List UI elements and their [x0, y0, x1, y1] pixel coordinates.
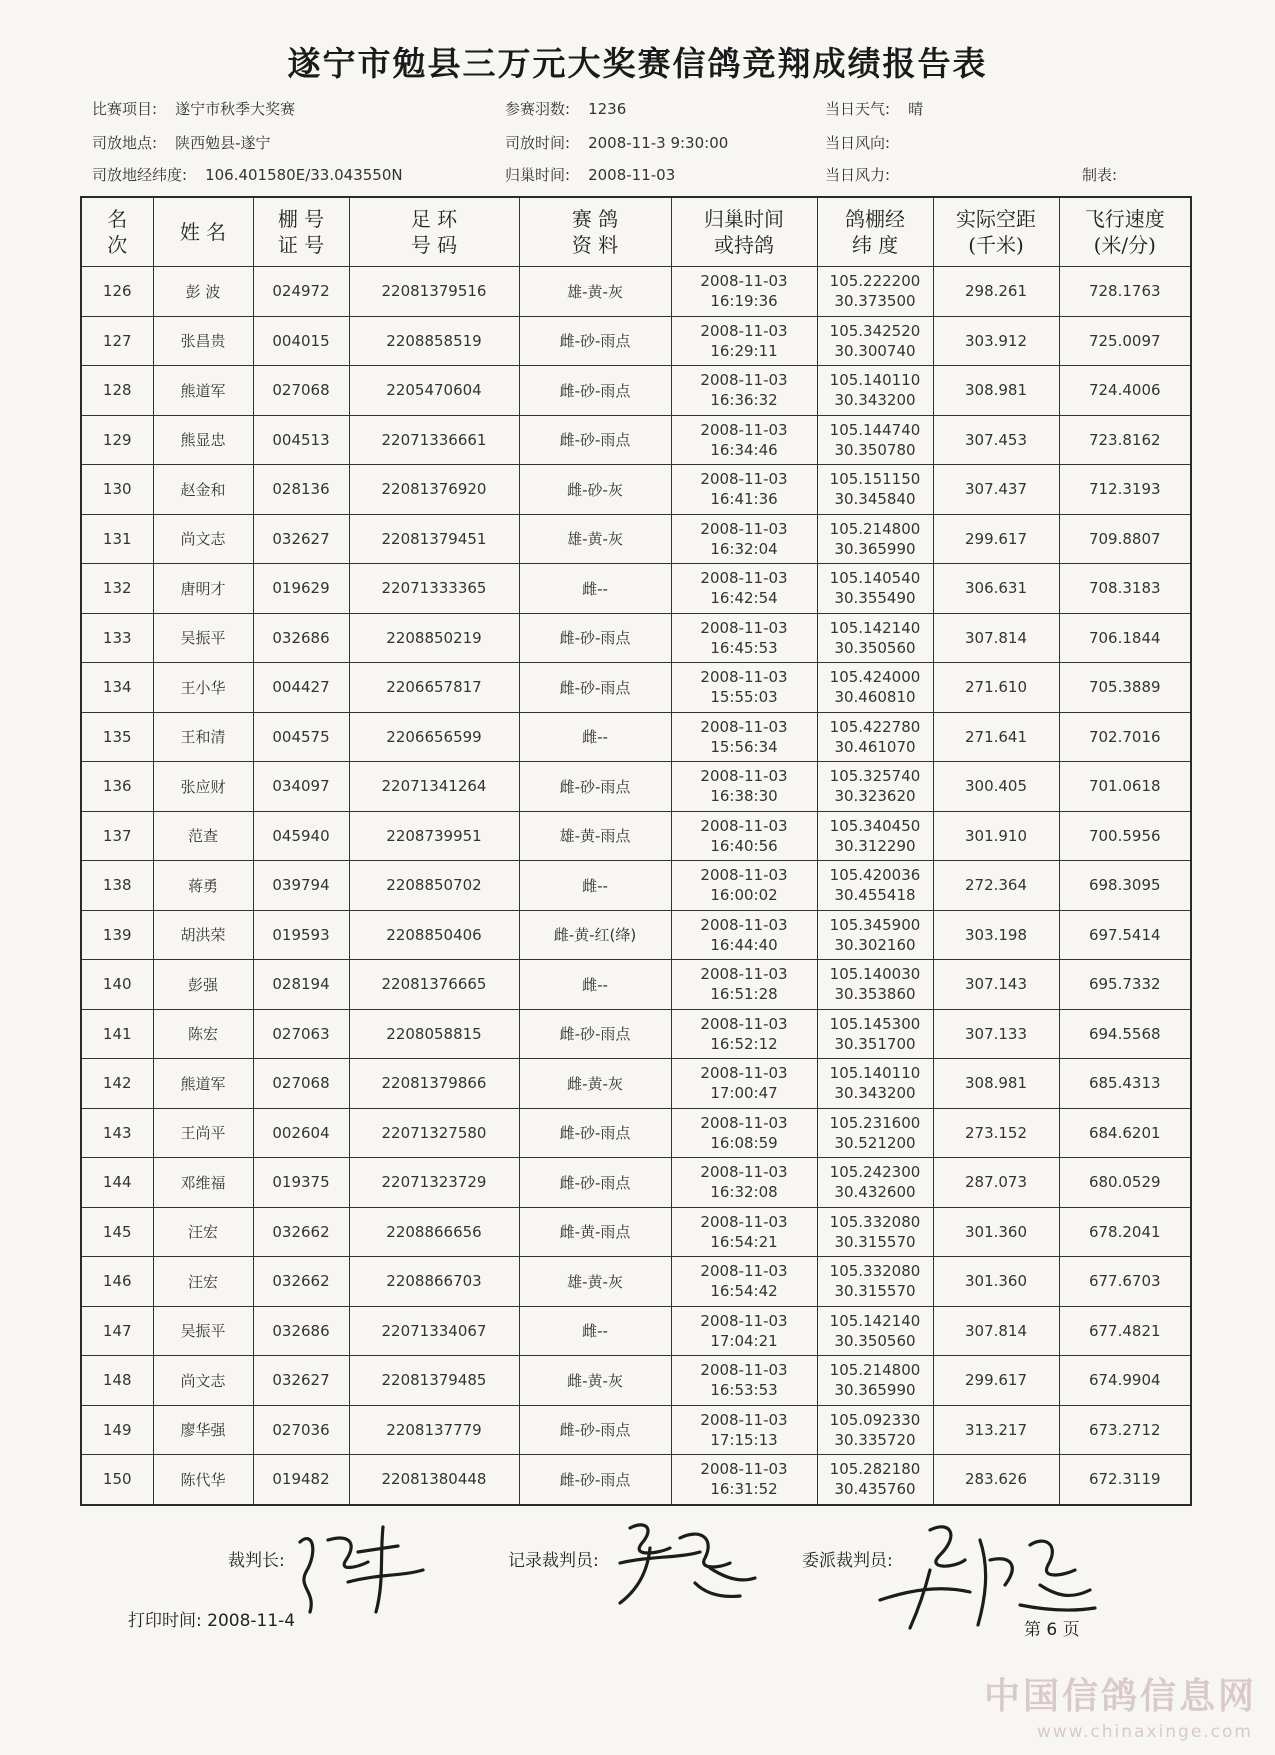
rank-cell: 129 — [81, 415, 153, 465]
bird-cell: 雄-黄-灰 — [519, 267, 671, 317]
name-cell: 汪宏 — [153, 1257, 253, 1307]
coord-cell: 105.282180 30.435760 — [817, 1455, 933, 1505]
time-cell: 2008-11-03 16:54:42 — [671, 1257, 817, 1307]
speed-cell: 695.7332 — [1059, 960, 1191, 1010]
count-label: 参赛羽数: — [505, 100, 571, 118]
name-cell: 张应财 — [153, 762, 253, 812]
bird-cell: 雄-黄-雨点 — [519, 811, 671, 861]
loft-cell: 032686 — [253, 1306, 349, 1356]
table-row — [81, 1207, 1191, 1257]
distance-cell: 301.360 — [933, 1257, 1059, 1307]
return-time-value: 2008-11-03 — [588, 166, 676, 184]
event-value: 遂宁市秋季大奖赛 — [175, 100, 296, 118]
time-cell: 2008-11-03 16:41:36 — [671, 465, 817, 515]
weather-meta — [825, 98, 923, 119]
rank-cell: 149 — [81, 1405, 153, 1455]
table-row — [81, 1108, 1191, 1158]
table-row — [81, 910, 1191, 960]
release-coord-value: 106.401580E/33.043550N — [205, 166, 403, 184]
speed-cell: 708.3183 — [1059, 564, 1191, 614]
loft-cell: 045940 — [253, 811, 349, 861]
distance-cell: 307.143 — [933, 960, 1059, 1010]
distance-cell: 298.261 — [933, 267, 1059, 317]
coord-header: 鸽棚经 纬 度 — [817, 197, 933, 267]
speed-cell: 723.8162 — [1059, 415, 1191, 465]
bird-cell: 雌-砂-雨点 — [519, 613, 671, 663]
table-body — [81, 267, 1191, 1505]
distance-cell: 307.133 — [933, 1009, 1059, 1059]
speed-cell: 728.1763 — [1059, 267, 1191, 317]
table-row — [81, 316, 1191, 366]
table-row — [81, 366, 1191, 416]
loft-cell: 002604 — [253, 1108, 349, 1158]
bird-cell: 雌-砂-雨点 — [519, 663, 671, 713]
loft-cell: 019629 — [253, 564, 349, 614]
bird-cell: 雌-- — [519, 960, 671, 1010]
name-cell: 王和清 — [153, 712, 253, 762]
name-cell: 张昌贵 — [153, 316, 253, 366]
time-cell: 2008-11-03 16:40:56 — [671, 811, 817, 861]
ring-cell: 22081376920 — [349, 465, 519, 515]
loft-header: 棚 号 证 号 — [253, 197, 349, 267]
ring-cell: 22081380448 — [349, 1455, 519, 1505]
speed-cell: 684.6201 — [1059, 1108, 1191, 1158]
header-row — [81, 197, 1191, 267]
name-cell: 熊道军 — [153, 366, 253, 416]
distance-cell: 300.405 — [933, 762, 1059, 812]
name-cell: 吴振平 — [153, 1306, 253, 1356]
distance-cell: 306.631 — [933, 564, 1059, 614]
name-cell: 汪宏 — [153, 1207, 253, 1257]
ring-cell: 22081379451 — [349, 514, 519, 564]
speed-cell: 702.7016 — [1059, 712, 1191, 762]
ring-cell: 22081376665 — [349, 960, 519, 1010]
coord-cell: 105.151150 30.345840 — [817, 465, 933, 515]
coord-cell: 105.140110 30.343200 — [817, 1059, 933, 1109]
distance-cell: 271.641 — [933, 712, 1059, 762]
coord-cell: 105.140110 30.343200 — [817, 366, 933, 416]
table-row — [81, 1059, 1191, 1109]
loft-cell: 034097 — [253, 762, 349, 812]
release-place-label: 司放地点: — [92, 134, 158, 152]
name-cell: 尚文志 — [153, 514, 253, 564]
ring-cell: 2208850219 — [349, 613, 519, 663]
bird-cell: 雌-砂-雨点 — [519, 762, 671, 812]
release-place-value: 陕西勉县-遂宁 — [175, 134, 271, 152]
loft-cell: 032662 — [253, 1257, 349, 1307]
distance-cell: 299.617 — [933, 1356, 1059, 1406]
distance-header: 实际空距 (千米) — [933, 197, 1059, 267]
distance-cell: 303.912 — [933, 316, 1059, 366]
rank-cell: 132 — [81, 564, 153, 614]
time-cell: 2008-11-03 16:52:12 — [671, 1009, 817, 1059]
distance-cell: 301.910 — [933, 811, 1059, 861]
release-time-value: 2008-11-3 9:30:00 — [588, 134, 729, 152]
loft-cell: 027068 — [253, 1059, 349, 1109]
name-cell: 王小华 — [153, 663, 253, 713]
speed-cell: 685.4313 — [1059, 1059, 1191, 1109]
table-row — [81, 811, 1191, 861]
release-time-label: 司放时间: — [505, 134, 571, 152]
wind-direction-label: 当日风向: — [825, 134, 891, 152]
wind-force-label: 当日风力: — [825, 166, 891, 184]
bird-cell: 雌-砂-雨点 — [519, 1158, 671, 1208]
distance-cell: 283.626 — [933, 1455, 1059, 1505]
ring-cell: 22071327580 — [349, 1108, 519, 1158]
rank-cell: 140 — [81, 960, 153, 1010]
record-judge-label: 记录裁判员: — [508, 1551, 599, 1571]
results-table — [80, 196, 1192, 1506]
table-row — [81, 712, 1191, 762]
maker-label: 制表: — [1082, 166, 1118, 184]
loft-cell: 027063 — [253, 1009, 349, 1059]
assigned-judge-label: 委派裁判员: — [802, 1551, 893, 1571]
name-cell: 吴振平 — [153, 613, 253, 663]
bird-cell: 雌-砂-雨点 — [519, 1009, 671, 1059]
wind-direction-meta — [825, 132, 890, 153]
rank-cell: 131 — [81, 514, 153, 564]
table-row — [81, 663, 1191, 713]
coord-cell: 105.332080 30.315570 — [817, 1207, 933, 1257]
loft-cell: 004513 — [253, 415, 349, 465]
time-cell: 2008-11-03 16:31:52 — [671, 1455, 817, 1505]
rank-cell: 126 — [81, 267, 153, 317]
distance-cell: 307.453 — [933, 415, 1059, 465]
speed-cell: 673.2712 — [1059, 1405, 1191, 1455]
time-cell: 2008-11-03 16:54:21 — [671, 1207, 817, 1257]
table-row — [81, 1009, 1191, 1059]
bird-cell: 雌-- — [519, 1306, 671, 1356]
time-cell: 2008-11-03 16:32:08 — [671, 1158, 817, 1208]
time-cell: 2008-11-03 16:45:53 — [671, 613, 817, 663]
watermark-url: www.chinaxinge.com — [1036, 1722, 1253, 1742]
maker-meta — [1082, 164, 1117, 185]
table-row — [81, 762, 1191, 812]
loft-cell: 004015 — [253, 316, 349, 366]
table-row — [81, 564, 1191, 614]
ring-cell: 22081379516 — [349, 267, 519, 317]
speed-cell: 678.2041 — [1059, 1207, 1191, 1257]
coord-cell: 105.345900 30.302160 — [817, 910, 933, 960]
distance-cell: 307.437 — [933, 465, 1059, 515]
name-cell: 熊显忠 — [153, 415, 253, 465]
coord-cell: 105.231600 30.521200 — [817, 1108, 933, 1158]
name-cell: 熊道军 — [153, 1059, 253, 1109]
time-cell: 2008-11-03 17:15:13 — [671, 1405, 817, 1455]
table-row — [81, 861, 1191, 911]
speed-cell: 674.9904 — [1059, 1356, 1191, 1406]
bird-cell: 雌-砂-雨点 — [519, 1455, 671, 1505]
rank-cell: 144 — [81, 1158, 153, 1208]
record-judge-signature — [600, 1508, 770, 1618]
bird-header: 赛 鸽 资 料 — [519, 197, 671, 267]
watermark-logo: 中国信鸽信息网 — [983, 1676, 1257, 1717]
bird-cell: 雌-砂-雨点 — [519, 316, 671, 366]
ring-cell: 2208058815 — [349, 1009, 519, 1059]
time-cell: 2008-11-03 16:34:46 — [671, 415, 817, 465]
coord-cell: 105.214800 30.365990 — [817, 1356, 933, 1406]
ring-cell: 22071323729 — [349, 1158, 519, 1208]
name-cell: 彭 波 — [153, 267, 253, 317]
loft-cell: 028136 — [253, 465, 349, 515]
speed-cell: 677.6703 — [1059, 1257, 1191, 1307]
speed-cell: 680.0529 — [1059, 1158, 1191, 1208]
table-row — [81, 1455, 1191, 1505]
table-row — [81, 1257, 1191, 1307]
speed-header: 飞行速度 (米/分) — [1059, 197, 1191, 267]
speed-cell: 709.8807 — [1059, 514, 1191, 564]
page-number: 第 6 页 — [1024, 1620, 1080, 1640]
coord-cell: 105.222200 30.373500 — [817, 267, 933, 317]
coord-cell: 105.140540 30.355490 — [817, 564, 933, 614]
speed-cell: 701.0618 — [1059, 762, 1191, 812]
time-cell: 2008-11-03 16:51:28 — [671, 960, 817, 1010]
time-cell: 2008-11-03 16:08:59 — [671, 1108, 817, 1158]
speed-cell: 694.5568 — [1059, 1009, 1191, 1059]
time-cell: 2008-11-03 16:53:53 — [671, 1356, 817, 1406]
coord-cell: 105.422780 30.461070 — [817, 712, 933, 762]
rank-cell: 135 — [81, 712, 153, 762]
ring-cell: 2208866703 — [349, 1257, 519, 1307]
distance-cell: 307.814 — [933, 613, 1059, 663]
distance-cell: 313.217 — [933, 1405, 1059, 1455]
weather-label: 当日天气: — [825, 100, 891, 118]
loft-cell: 019375 — [253, 1158, 349, 1208]
rank-cell: 147 — [81, 1306, 153, 1356]
rank-cell: 148 — [81, 1356, 153, 1406]
bird-cell: 雌-黄-红(绛) — [519, 910, 671, 960]
loft-cell: 028194 — [253, 960, 349, 1010]
page-title: 遂宁市勉县三万元大奖赛信鸽竞翔成绩报告表 — [287, 44, 988, 83]
coord-cell: 105.340450 30.312290 — [817, 811, 933, 861]
return-time-meta — [505, 164, 675, 185]
chief-judge-label: 裁判长: — [228, 1551, 285, 1571]
return-time-label: 归巢时间: — [505, 166, 571, 184]
distance-cell: 308.981 — [933, 1059, 1059, 1109]
distance-cell: 303.198 — [933, 910, 1059, 960]
coord-cell: 105.142140 30.350560 — [817, 1306, 933, 1356]
speed-cell: 677.4821 — [1059, 1306, 1191, 1356]
speed-cell: 697.5414 — [1059, 910, 1191, 960]
distance-cell: 273.152 — [933, 1108, 1059, 1158]
ring-cell: 22071341264 — [349, 762, 519, 812]
distance-cell: 308.981 — [933, 366, 1059, 416]
coord-cell: 105.420036 30.455418 — [817, 861, 933, 911]
time-cell: 2008-11-03 16:29:11 — [671, 316, 817, 366]
chief-judge-signature — [288, 1512, 448, 1622]
table-row — [81, 1158, 1191, 1208]
bird-cell: 雄-黄-灰 — [519, 514, 671, 564]
ring-cell: 2208850702 — [349, 861, 519, 911]
ring-cell: 22071333365 — [349, 564, 519, 614]
rank-cell: 142 — [81, 1059, 153, 1109]
coord-cell: 105.342520 30.300740 — [817, 316, 933, 366]
time-cell: 2008-11-03 16:38:30 — [671, 762, 817, 812]
bird-cell: 雌-砂-雨点 — [519, 1405, 671, 1455]
bird-cell: 雌-黄-灰 — [519, 1356, 671, 1406]
loft-cell: 024972 — [253, 267, 349, 317]
coord-cell: 105.242300 30.432600 — [817, 1158, 933, 1208]
ring-cell: 22071336661 — [349, 415, 519, 465]
rank-cell: 134 — [81, 663, 153, 713]
speed-cell: 700.5956 — [1059, 811, 1191, 861]
bird-cell: 雌-- — [519, 861, 671, 911]
weather-value: 晴 — [908, 100, 924, 118]
rank-cell: 130 — [81, 465, 153, 515]
coord-cell: 105.214800 30.365990 — [817, 514, 933, 564]
name-cell: 王尚平 — [153, 1108, 253, 1158]
time-cell: 2008-11-03 16:44:40 — [671, 910, 817, 960]
rank-cell: 137 — [81, 811, 153, 861]
distance-cell: 287.073 — [933, 1158, 1059, 1208]
speed-cell: 725.0097 — [1059, 316, 1191, 366]
table-row — [81, 960, 1191, 1010]
rank-cell: 139 — [81, 910, 153, 960]
time-header: 归巢时间 或持鸽 — [671, 197, 817, 267]
ring-cell: 2208866656 — [349, 1207, 519, 1257]
table-row — [81, 465, 1191, 515]
loft-cell: 032662 — [253, 1207, 349, 1257]
name-cell: 范查 — [153, 811, 253, 861]
speed-cell: 724.4006 — [1059, 366, 1191, 416]
ring-cell: 2205470604 — [349, 366, 519, 416]
coord-cell: 105.092330 30.335720 — [817, 1405, 933, 1455]
bird-cell: 雌-砂-雨点 — [519, 1108, 671, 1158]
name-cell: 彭强 — [153, 960, 253, 1010]
loft-cell: 032686 — [253, 613, 349, 663]
rank-cell: 141 — [81, 1009, 153, 1059]
loft-cell: 004575 — [253, 712, 349, 762]
name-cell: 廖华强 — [153, 1405, 253, 1455]
rank-cell: 138 — [81, 861, 153, 911]
loft-cell: 019482 — [253, 1455, 349, 1505]
loft-cell: 027036 — [253, 1405, 349, 1455]
coord-cell: 105.145300 30.351700 — [817, 1009, 933, 1059]
table-row — [81, 514, 1191, 564]
wind-force-meta — [825, 164, 890, 185]
ring-cell: 2208739951 — [349, 811, 519, 861]
rank-cell: 145 — [81, 1207, 153, 1257]
rank-header: 名 次 — [81, 197, 153, 267]
coord-cell: 105.142140 30.350560 — [817, 613, 933, 663]
ring-header: 足 环 号 码 — [349, 197, 519, 267]
name-cell: 尚文志 — [153, 1356, 253, 1406]
time-cell: 2008-11-03 16:36:32 — [671, 366, 817, 416]
name-header: 姓 名 — [153, 197, 253, 267]
event-meta — [92, 98, 295, 119]
rank-cell: 127 — [81, 316, 153, 366]
bird-cell: 雌-- — [519, 712, 671, 762]
print-time: 打印时间: 2008-11-4 — [128, 1611, 296, 1631]
speed-cell: 712.3193 — [1059, 465, 1191, 515]
ring-cell: 22081379866 — [349, 1059, 519, 1109]
bird-cell: 雌-砂-灰 — [519, 465, 671, 515]
bird-cell: 雌-- — [519, 564, 671, 614]
loft-cell: 032627 — [253, 514, 349, 564]
name-cell: 胡洪荣 — [153, 910, 253, 960]
table-row — [81, 1405, 1191, 1455]
bird-cell: 雌-砂-雨点 — [519, 366, 671, 416]
time-cell: 2008-11-03 15:56:34 — [671, 712, 817, 762]
table-row — [81, 1356, 1191, 1406]
speed-cell: 672.3119 — [1059, 1455, 1191, 1505]
ring-cell: 2206657817 — [349, 663, 519, 713]
time-cell: 2008-11-03 16:32:04 — [671, 514, 817, 564]
time-cell: 2008-11-03 16:19:36 — [671, 267, 817, 317]
bird-cell: 雌-砂-雨点 — [519, 415, 671, 465]
speed-cell: 705.3889 — [1059, 663, 1191, 713]
table-row — [81, 1306, 1191, 1356]
release-time-meta — [505, 132, 728, 153]
loft-cell: 032627 — [253, 1356, 349, 1406]
name-cell: 邓维福 — [153, 1158, 253, 1208]
rank-cell: 150 — [81, 1455, 153, 1505]
speed-cell: 706.1844 — [1059, 613, 1191, 663]
bird-cell: 雌-黄-雨点 — [519, 1207, 671, 1257]
bird-cell: 雌-黄-灰 — [519, 1059, 671, 1109]
distance-cell: 271.610 — [933, 663, 1059, 713]
name-cell: 陈代华 — [153, 1455, 253, 1505]
ring-cell: 2208850406 — [349, 910, 519, 960]
rank-cell: 146 — [81, 1257, 153, 1307]
event-label: 比赛项目: — [92, 100, 158, 118]
name-cell: 唐明才 — [153, 564, 253, 614]
table-row — [81, 613, 1191, 663]
release-coord-label: 司放地经纬度: — [92, 166, 188, 184]
time-cell: 2008-11-03 17:04:21 — [671, 1306, 817, 1356]
loft-cell: 027068 — [253, 366, 349, 416]
time-cell: 2008-11-03 17:00:47 — [671, 1059, 817, 1109]
coord-cell: 105.332080 30.315570 — [817, 1257, 933, 1307]
rank-cell: 128 — [81, 366, 153, 416]
ring-cell: 22081379485 — [349, 1356, 519, 1406]
distance-cell: 307.814 — [933, 1306, 1059, 1356]
distance-cell: 299.617 — [933, 514, 1059, 564]
coord-cell: 105.424000 30.460810 — [817, 663, 933, 713]
time-cell: 2008-11-03 16:42:54 — [671, 564, 817, 614]
rank-cell: 133 — [81, 613, 153, 663]
rank-cell: 143 — [81, 1108, 153, 1158]
table-row — [81, 267, 1191, 317]
ring-cell: 22071334067 — [349, 1306, 519, 1356]
time-cell: 2008-11-03 15:55:03 — [671, 663, 817, 713]
loft-cell: 039794 — [253, 861, 349, 911]
distance-cell: 272.364 — [933, 861, 1059, 911]
count-meta — [505, 98, 626, 119]
ring-cell: 2208858519 — [349, 316, 519, 366]
coord-cell: 105.325740 30.323620 — [817, 762, 933, 812]
name-cell: 蒋勇 — [153, 861, 253, 911]
ring-cell: 2208137779 — [349, 1405, 519, 1455]
time-cell: 2008-11-03 16:00:02 — [671, 861, 817, 911]
coord-cell: 105.144740 30.350780 — [817, 415, 933, 465]
rank-cell: 136 — [81, 762, 153, 812]
table-row — [81, 415, 1191, 465]
name-cell: 陈宏 — [153, 1009, 253, 1059]
name-cell: 赵金和 — [153, 465, 253, 515]
loft-cell: 019593 — [253, 910, 349, 960]
loft-cell: 004427 — [253, 663, 349, 713]
speed-cell: 698.3095 — [1059, 861, 1191, 911]
bird-cell: 雄-黄-灰 — [519, 1257, 671, 1307]
count-value: 1236 — [588, 100, 627, 118]
ring-cell: 2206656599 — [349, 712, 519, 762]
release-coord-meta — [92, 164, 403, 185]
distance-cell: 301.360 — [933, 1207, 1059, 1257]
release-place-meta — [92, 132, 270, 153]
coord-cell: 105.140030 30.353860 — [817, 960, 933, 1010]
